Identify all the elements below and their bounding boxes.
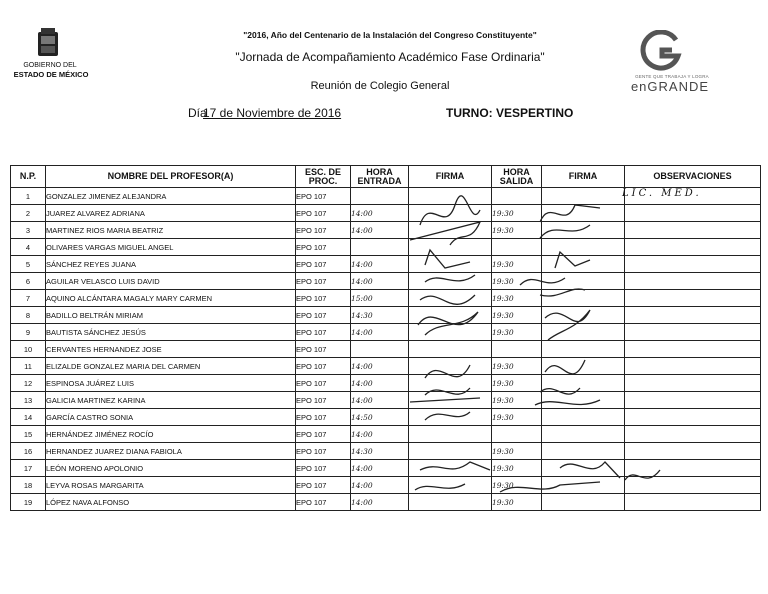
exit-time-cell: 19:30 [492, 324, 542, 341]
table-row [11, 290, 761, 307]
entry-signature-cell [409, 443, 492, 460]
col-hora-salida: HORA SALIDA [492, 166, 542, 188]
name-cell: OLIVARES VARGAS MIGUEL ANGEL [46, 239, 296, 256]
gov-label-line1: GOBIERNO DEL [23, 62, 77, 69]
np-cell: 1 [11, 188, 46, 205]
table-row [11, 256, 761, 273]
name-cell: CERVANTES HERNANDEZ JOSE [46, 341, 296, 358]
exit-signature-cell [542, 443, 625, 460]
gov-label-line2: ESTADO DE MÉXICO [13, 70, 89, 79]
entry-time-cell: 14:00 [351, 392, 409, 409]
entry-signature-cell [409, 239, 492, 256]
name-cell: GALICIA MARTINEZ KARINA [46, 392, 296, 409]
np-cell: 14 [11, 409, 46, 426]
entry-signature-cell [409, 290, 492, 307]
observations-cell [625, 477, 761, 494]
exit-time-cell [492, 426, 542, 443]
logo-wordmark: enGRANDE [630, 79, 710, 94]
table-row [11, 205, 761, 222]
table-row [11, 273, 761, 290]
school-cell: EPO 107 [296, 358, 351, 375]
table-row [11, 477, 761, 494]
entry-signature-cell [409, 222, 492, 239]
exit-time-cell [492, 239, 542, 256]
entry-signature-cell [409, 460, 492, 477]
entry-time-cell [351, 239, 409, 256]
entry-time-cell: 14:00 [351, 205, 409, 222]
observations-cell [625, 358, 761, 375]
table-row [11, 341, 761, 358]
np-cell: 8 [11, 307, 46, 324]
name-cell: GONZALEZ JIMENEZ ALEJANDRA [46, 188, 296, 205]
observations-cell [625, 443, 761, 460]
observations-cell [625, 341, 761, 358]
entry-time-cell: 14:00 [351, 324, 409, 341]
school-cell: EPO 107 [296, 307, 351, 324]
observations-cell [625, 460, 761, 477]
observations-cell [625, 290, 761, 307]
exit-time-cell: 19:30 [492, 358, 542, 375]
col-nombre: NOMBRE DEL PROFESOR(A) [46, 166, 296, 188]
school-cell: EPO 107 [296, 256, 351, 273]
school-cell: EPO 107 [296, 426, 351, 443]
engrande-logo-icon [636, 30, 686, 72]
exit-signature-cell [542, 494, 625, 511]
entry-signature-cell [409, 426, 492, 443]
exit-signature-cell [542, 290, 625, 307]
school-cell: EPO 107 [296, 341, 351, 358]
entry-time-cell: 14:00 [351, 494, 409, 511]
school-cell: EPO 107 [296, 477, 351, 494]
observation-note: LIC. MED. [622, 188, 702, 199]
col-esc: ESC. DE PROC. [296, 166, 351, 188]
entry-signature-cell [409, 273, 492, 290]
school-cell: EPO 107 [296, 290, 351, 307]
observations-cell [625, 205, 761, 222]
name-cell: LÓPEZ NAVA ALFONSO [46, 494, 296, 511]
entry-time-cell: 14:00 [351, 256, 409, 273]
entry-time-cell: 14:30 [351, 307, 409, 324]
exit-time-cell: 19:30 [492, 375, 542, 392]
col-np: N.P. [11, 166, 46, 188]
observations-cell [625, 375, 761, 392]
observations-cell [625, 273, 761, 290]
entry-time-cell: 14:30 [351, 443, 409, 460]
entry-signature-cell [409, 307, 492, 324]
entry-time-cell: 14:00 [351, 477, 409, 494]
observations-cell [625, 256, 761, 273]
exit-time-cell [492, 188, 542, 205]
table-row [11, 324, 761, 341]
exit-time-cell: 19:30 [492, 443, 542, 460]
exit-time-cell: 19:30 [492, 205, 542, 222]
np-cell: 12 [11, 375, 46, 392]
col-observaciones: OBSERVACIONES [625, 166, 761, 188]
entry-signature-cell [409, 341, 492, 358]
exit-signature-cell [542, 222, 625, 239]
attendance-table [10, 165, 761, 511]
name-cell: JUAREZ ALVAREZ ADRIANA [46, 205, 296, 222]
school-cell: EPO 107 [296, 375, 351, 392]
school-cell: EPO 107 [296, 324, 351, 341]
school-cell: EPO 107 [296, 409, 351, 426]
name-cell: HERNANDEZ JUAREZ DIANA FABIOLA [46, 443, 296, 460]
entry-signature-cell [409, 324, 492, 341]
exit-time-cell: 19:30 [492, 222, 542, 239]
school-cell: EPO 107 [296, 273, 351, 290]
col-firma-salida: FIRMA [542, 166, 625, 188]
observations-cell [625, 222, 761, 239]
name-cell: AGUILAR VELASCO LUIS DAVID [46, 273, 296, 290]
table-row [11, 358, 761, 375]
table-row [11, 307, 761, 324]
entry-signature-cell [409, 392, 492, 409]
np-cell: 19 [11, 494, 46, 511]
table-row [11, 426, 761, 443]
logo-tagline: GENTE QUE TRABAJA Y LOGRA [635, 74, 709, 79]
exit-time-cell: 19:30 [492, 290, 542, 307]
date-value: 17 de Noviembre de 2016 [203, 106, 342, 120]
entry-time-cell [351, 188, 409, 205]
exit-signature-cell [542, 205, 625, 222]
entry-signature-cell [409, 256, 492, 273]
entry-signature-cell [409, 375, 492, 392]
name-cell: SÁNCHEZ REYES JUANA [46, 256, 296, 273]
np-cell: 2 [11, 205, 46, 222]
name-cell: MARTINEZ RIOS MARIA BEATRIZ [46, 222, 296, 239]
header-year-motto: "2016, Año del Centenario de la Instalación del Congreso Constituyente" [243, 30, 537, 40]
np-cell: 4 [11, 239, 46, 256]
exit-signature-cell [542, 239, 625, 256]
date-label: Día [188, 106, 207, 120]
school-cell: EPO 107 [296, 494, 351, 511]
school-cell: EPO 107 [296, 205, 351, 222]
name-cell: HERNÁNDEZ JIMÉNEZ ROCÍO [46, 426, 296, 443]
entry-signature-cell [409, 205, 492, 222]
np-cell: 17 [11, 460, 46, 477]
exit-signature-cell [542, 426, 625, 443]
entry-time-cell: 14:00 [351, 426, 409, 443]
np-cell: 9 [11, 324, 46, 341]
school-cell: EPO 107 [296, 222, 351, 239]
col-firma-entrada: FIRMA [409, 166, 492, 188]
school-cell: EPO 107 [296, 188, 351, 205]
exit-time-cell: 19:30 [492, 256, 542, 273]
exit-signature-cell [542, 358, 625, 375]
entry-time-cell: 14:00 [351, 222, 409, 239]
np-cell: 13 [11, 392, 46, 409]
name-cell: ESPINOSA JUÁREZ LUIS [46, 375, 296, 392]
table-row [11, 239, 761, 256]
entry-time-cell: 14:50 [351, 409, 409, 426]
exit-time-cell: 19:30 [492, 409, 542, 426]
school-cell: EPO 107 [296, 460, 351, 477]
exit-time-cell: 19:30 [492, 307, 542, 324]
entry-time-cell: 14:00 [351, 358, 409, 375]
entry-time-cell [351, 341, 409, 358]
exit-signature-cell [542, 188, 625, 205]
exit-signature-cell [542, 392, 625, 409]
exit-time-cell: 19:30 [492, 273, 542, 290]
np-cell: 5 [11, 256, 46, 273]
entry-signature-cell [409, 409, 492, 426]
observations-cell [625, 426, 761, 443]
exit-signature-cell [542, 460, 625, 477]
name-cell: LEÓN MORENO APOLONIO [46, 460, 296, 477]
name-cell: BADILLO BELTRÁN MIRIAM [46, 307, 296, 324]
table-row [11, 392, 761, 409]
exit-signature-cell [542, 409, 625, 426]
np-cell: 18 [11, 477, 46, 494]
school-cell: EPO 107 [296, 239, 351, 256]
exit-signature-cell [542, 256, 625, 273]
observations-cell [625, 307, 761, 324]
table-row [11, 460, 761, 477]
np-cell: 15 [11, 426, 46, 443]
observations-cell [625, 239, 761, 256]
exit-signature-cell [542, 477, 625, 494]
observations-cell [625, 409, 761, 426]
entry-time-cell: 14:00 [351, 460, 409, 477]
school-cell: EPO 107 [296, 443, 351, 460]
np-cell: 3 [11, 222, 46, 239]
exit-time-cell: 19:30 [492, 477, 542, 494]
exit-time-cell: 19:30 [492, 494, 542, 511]
observations-cell [625, 392, 761, 409]
entry-signature-cell [409, 358, 492, 375]
exit-time-cell [492, 341, 542, 358]
entry-time-cell: 14:00 [351, 375, 409, 392]
entry-signature-cell [409, 477, 492, 494]
table-row [11, 494, 761, 511]
table-row [11, 443, 761, 460]
name-cell: ELIZALDE GONZALEZ MARIA DEL CARMEN [46, 358, 296, 375]
np-cell: 6 [11, 273, 46, 290]
header-meeting-title: Reunión de Colegio General [310, 80, 450, 92]
name-cell: GARCÍA CASTRO SONIA [46, 409, 296, 426]
table-row [11, 375, 761, 392]
observations-cell [625, 324, 761, 341]
shift-label: TURNO: VESPERTINO [446, 106, 574, 120]
np-cell: 16 [11, 443, 46, 460]
col-hora-entrada: HORA ENTRADA [351, 166, 409, 188]
table-header-row [11, 166, 761, 188]
state-seal-icon [34, 26, 62, 60]
exit-signature-cell [542, 375, 625, 392]
np-cell: 7 [11, 290, 46, 307]
exit-time-cell: 19:30 [492, 392, 542, 409]
entry-signature-cell [409, 494, 492, 511]
exit-signature-cell [542, 341, 625, 358]
table-row [11, 409, 761, 426]
name-cell: LEYVA ROSAS MARGARITA [46, 477, 296, 494]
school-cell: EPO 107 [296, 392, 351, 409]
name-cell: BAUTISTA SÁNCHEZ JESÚS [46, 324, 296, 341]
exit-time-cell: 19:30 [492, 460, 542, 477]
exit-signature-cell [542, 307, 625, 324]
entry-time-cell: 15:00 [351, 290, 409, 307]
name-cell: AQUINO ALCÁNTARA MAGALY MARY CARMEN [46, 290, 296, 307]
observations-cell [625, 494, 761, 511]
header-event-title: "Jornada de Acompañamiento Académico Fase Ordinaria" [235, 50, 545, 64]
np-cell: 11 [11, 358, 46, 375]
exit-signature-cell [542, 273, 625, 290]
entry-time-cell: 14:00 [351, 273, 409, 290]
exit-signature-cell [542, 324, 625, 341]
entry-signature-cell [409, 188, 492, 205]
np-cell: 10 [11, 341, 46, 358]
table-row [11, 222, 761, 239]
